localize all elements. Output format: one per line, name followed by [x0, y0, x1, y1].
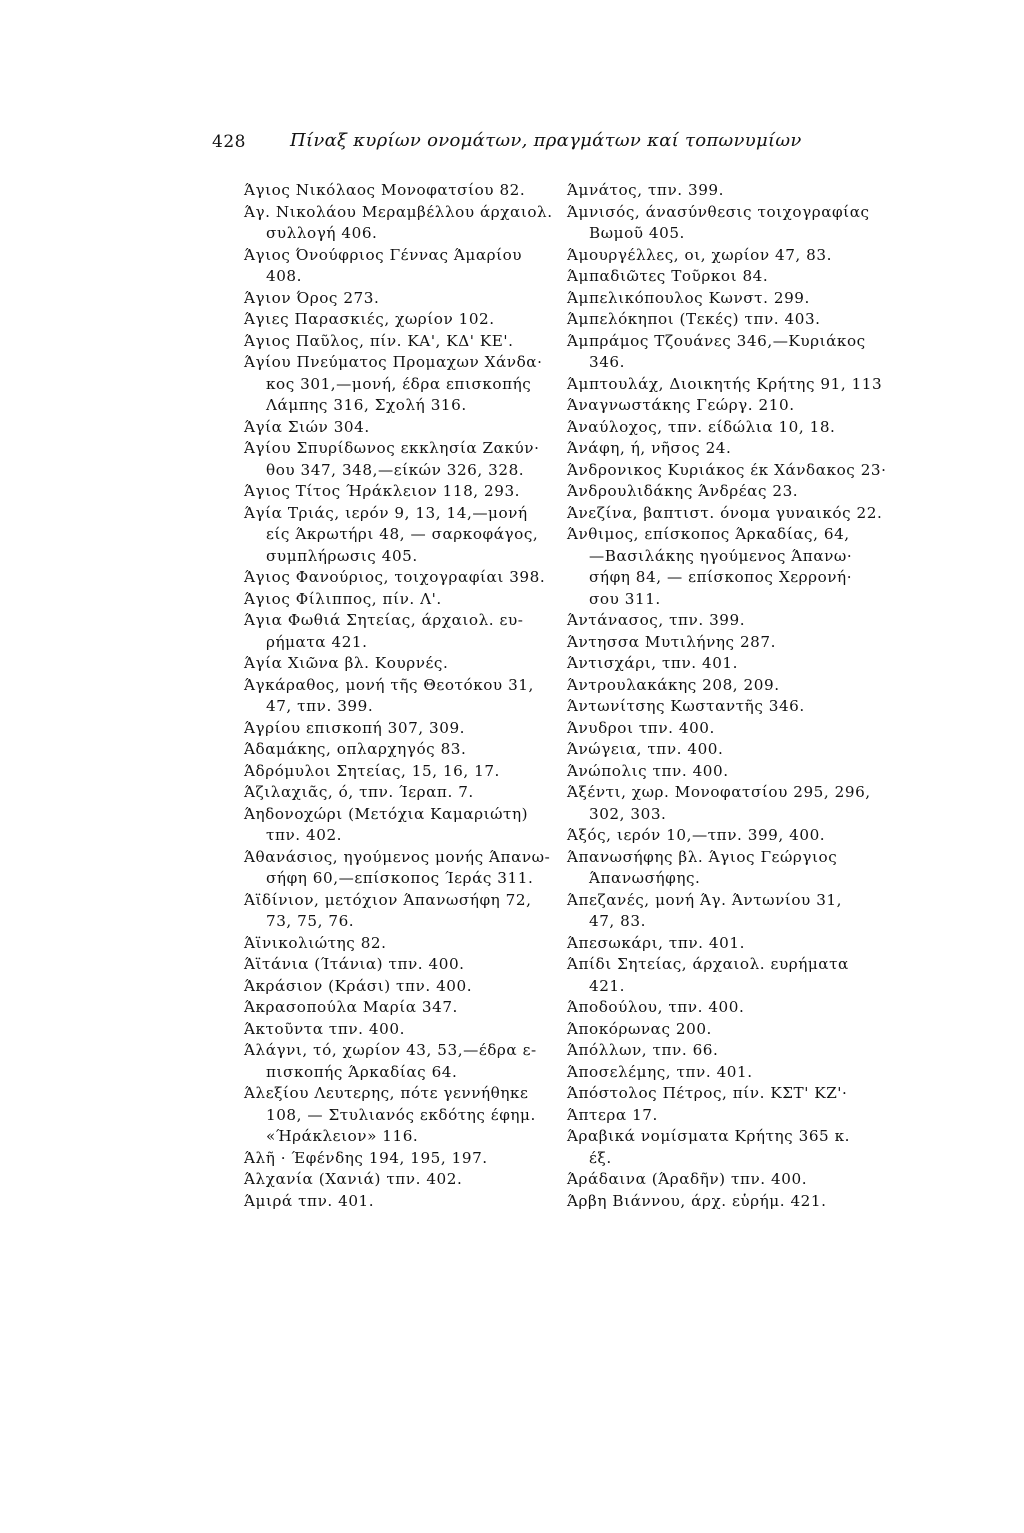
index-entry: Άγιος Παῦλος, πίν. ΚΑ', ΚΔ' ΚΕ'.	[244, 331, 514, 350]
index-entry: Άγιος Φίλιππος, πίν. Λ'.	[244, 589, 442, 608]
index-entry-continuation: κος 301,—μονή, έδρα επισκοπής	[266, 374, 532, 393]
index-entry: Άγία Σιών 304.	[244, 417, 370, 436]
index-entry-continuation: Λάμπης 316, Σχολή 316.	[266, 396, 467, 414]
index-entry-continuation: Βωμοῦ 405.	[589, 224, 685, 242]
index-entry-continuation: ρήματα 421.	[266, 632, 368, 651]
index-entry: Άζιλαχιᾶς, ό, τπν. Ίεραπ. 7.	[244, 783, 474, 801]
index-entry-continuation: 108, — Στυλιανός εκδότης έφημ.	[266, 1105, 536, 1124]
index-entry: Άμνισός, άνασύνθεσις τοιχογραφίας	[567, 202, 870, 221]
index-entry: Άθανάσιος, ηγούμενος μονής Άπανω-	[244, 847, 551, 866]
index-entry: Άντωνίτσης Κωσταντῆς 346.	[567, 697, 805, 715]
index-entry: Άμουργέλλες, οι, χωρίον 47, 83.	[567, 245, 832, 264]
index-entry: Άϊδίνιον, μετόχιον Άπανωσήφη 72,	[244, 890, 532, 909]
index-entry: Άμπτουλάχ, Διοικητής Κρήτης 91, 113	[567, 374, 883, 393]
index-entry: Άδρόμυλοι Σητείας, 15, 16, 17.	[244, 761, 500, 780]
index-entry: Άπεζανές, μονή Άγ. Άντωνίου 31,	[567, 890, 843, 909]
index-entry: Άπίδι Σητείας, άρχαιολ. ευρήματα	[567, 955, 849, 973]
index-entry-continuation: Άπανωσήφης.	[589, 869, 701, 887]
index-entry-continuation: σου 311.	[589, 589, 661, 608]
index-entry: Άλεξίου Λευτερης, πότε γεννήθηκε	[244, 1084, 529, 1102]
index-entry: Άϊτάνια (Ίτάνια) τπν. 400.	[244, 955, 465, 973]
index-entry: Άνάφη, ή, νῆσος 24.	[567, 439, 732, 457]
index-entry: Άναύλοχος, τπν. είδώλια 10, 18.	[567, 417, 836, 436]
index-entry: Άγ. Νικολάου Μεραμβέλλου άρχαιολ.	[244, 202, 553, 221]
index-entry-continuation: σήφη 60,—επίσκοπος Ίεράς 311.	[266, 869, 534, 887]
index-entry: Άπεσωκάρι, τπν. 401.	[567, 933, 745, 952]
page-header	[0, 126, 1024, 156]
index-entry: Άπόστολος Πέτρος, πίν. ΚΣΤ' ΚΖ'·	[567, 1084, 848, 1102]
index-entry: Άγία Τριάς, ιερόν 9, 13, 14,—μονή	[244, 503, 528, 522]
index-entry: Άποκόρωνας 200.	[567, 1019, 712, 1038]
running-title: Πίναξ κυρίων ονομάτων, πραγμάτων καί τοπωνυμίων	[290, 130, 802, 151]
index-entry-continuation: πισκοπής Άρκαδίας 64.	[266, 1062, 458, 1081]
index-entry: Άραβικά νομίσματα Κρήτης 365 κ.	[567, 1127, 851, 1145]
index-entry: Άμπελόκηποι (Τεκές) τπν. 403.	[567, 310, 821, 328]
index-entry-continuation: «Ήράκλειον» 116.	[266, 1127, 419, 1145]
index-column-left	[244, 180, 553, 1212]
index-entry: Άνδρονικος Κυριάκος έκ Χάνδακος 23·	[567, 460, 887, 479]
index-entry: Άηδονοχώρι (Μετόχια Καμαριώτη)	[244, 804, 529, 823]
index-entry: Άλάγνι, τό, χωρίον 43, 53,—έδρα ε-	[244, 1041, 537, 1059]
index-entry: Άποσελέμης, τπν. 401.	[567, 1062, 753, 1081]
index-column-right	[567, 180, 937, 1212]
index-entry: Άμπελικόπουλος Κωνστ. 299.	[567, 288, 810, 307]
index-entry: Άντισχάρι, τπν. 401.	[567, 654, 739, 672]
index-entry: Άνυδροι τπν. 400.	[567, 718, 715, 737]
index-entry: Άνώπολις τπν. 400.	[567, 761, 729, 780]
index-entry-continuation: —Βασιλάκης ηγούμενος Άπανω·	[589, 546, 853, 565]
index-entry: Άμιρά τπν. 401.	[244, 1191, 375, 1210]
index-entry: Άγία Χιῶνα βλ. Κουρνές.	[244, 654, 449, 672]
index-entry: Άντρουλακάκης 208, 209.	[567, 675, 780, 694]
index-entry: Άντησσα Μυτιλήνης 287.	[567, 632, 776, 651]
index-entry-continuation: 47, 83.	[589, 912, 646, 930]
index-entry-continuation: έξ.	[589, 1148, 612, 1167]
index-entry: Άξός, ιερόν 10,—τπν. 399, 400.	[567, 826, 826, 844]
index-entry: Άνδρουλιδάκης Άνδρέας 23.	[567, 482, 799, 500]
index-entry: Άγιος Νικόλαος Μονοφατσίου 82.	[244, 181, 526, 199]
index-entry: Άκράσιον (Κράσι) τπν. 400.	[244, 976, 473, 995]
index-entry: Άγρίου επισκοπή 307, 309.	[244, 718, 466, 737]
index-entry: Άμνάτος, τπν. 399.	[567, 181, 725, 199]
index-entry: Άγίου Σπυρίδωνος εκκλησία Ζακύν·	[244, 439, 540, 457]
index-entry: Άνώγεια, τπν. 400.	[567, 740, 724, 758]
index-entry: Άδαμάκης, οπλαρχηγός 83.	[244, 740, 467, 758]
index-entry: Άκτοῦντα τπν. 400.	[244, 1019, 405, 1038]
index-entry: Άγίου Πνεύματος Προμαχων Χάνδα·	[244, 353, 543, 371]
index-entry-continuation: 73, 75, 76.	[266, 912, 355, 930]
index-entry: Άπανωσήφης βλ. Άγιος Γεώργιος	[567, 847, 838, 866]
index-entry-continuation: συμπλήρωσις 405.	[266, 546, 418, 565]
index-entry-continuation: 47, τπν. 399.	[266, 697, 374, 715]
index-entry: Άμπαδιῶτες Τοῦρκοι 84.	[567, 267, 769, 285]
index-entry-continuation: θου 347, 348,—είκών 326, 328.	[266, 460, 525, 479]
index-entry: Άρβη Βιάννου, άρχ. εὑρήμ. 421.	[567, 1191, 827, 1210]
index-entry: Άγιος Τίτος Ήράκλειον 118, 293.	[244, 482, 521, 500]
index-entry: Άγιες Παρασκιές, χωρίον 102.	[244, 310, 495, 328]
index-entry-continuation: 346.	[589, 353, 626, 371]
index-entry: Άκρασοπούλα Μαρία 347.	[244, 998, 458, 1016]
index-entry-continuation: σήφη 84, — επίσκοπος Χερρονή·	[589, 568, 853, 586]
index-entry: Άγκάραθος, μονή τῆς Θεοτόκου 31,	[244, 675, 534, 694]
index-entry-continuation: τπν. 402.	[266, 826, 343, 844]
index-entry: Άλῆ · Έφένδης 194, 195, 197.	[244, 1148, 488, 1167]
index-entry: Άγιος Όνούφριος Γέννας Άμαρίου	[244, 245, 523, 264]
index-entry: Άϊνικολιώτης 82.	[244, 933, 387, 952]
index-entry: Άμπράμος Τζουάνες 346,—Κυριάκος	[567, 331, 866, 350]
index-entry: Άπτερα 17.	[567, 1105, 658, 1124]
index-entry: Άναγνωστάκης Γεώργ. 210.	[567, 396, 795, 414]
index-entry: Άγιος Φανούριος, τοιχογραφίαι 398.	[244, 568, 546, 586]
page-number: 428	[212, 132, 246, 152]
index-entry: Άλχανία (Χανιά) τπν. 402.	[244, 1170, 463, 1188]
index-entry: Άξέντι, χωρ. Μονοφατσίου 295, 296,	[567, 783, 871, 801]
index-entry-continuation: 408.	[266, 267, 303, 285]
index-entry-continuation: 421.	[589, 976, 626, 995]
index-entry: Άνεζίνα, βαπτιστ. όνομα γυναικός 22.	[567, 503, 883, 522]
index-entry: Άντάνασος, τπν. 399.	[567, 611, 746, 629]
index-entry: Άγιον Όρος 273.	[244, 288, 380, 307]
index-entry: Άγια Φωθιά Σητείας, άρχαιολ. ευ-	[244, 611, 524, 629]
index-entry-continuation: είς Άκρωτήρι 48, — σαρκοφάγος,	[266, 525, 539, 543]
index-entry: Άποδούλου, τπν. 400.	[567, 998, 745, 1016]
index-entry: Άνθιμος, επίσκοπος Άρκαδίας, 64,	[567, 525, 850, 543]
index-entry-continuation: συλλογή 406.	[266, 224, 378, 242]
index-entry: Άπόλλων, τπν. 66.	[567, 1041, 719, 1059]
index-entry-continuation: 302, 303.	[589, 804, 667, 823]
index-entry: Άράδαινα (Άραδῆν) τπν. 400.	[567, 1170, 808, 1188]
